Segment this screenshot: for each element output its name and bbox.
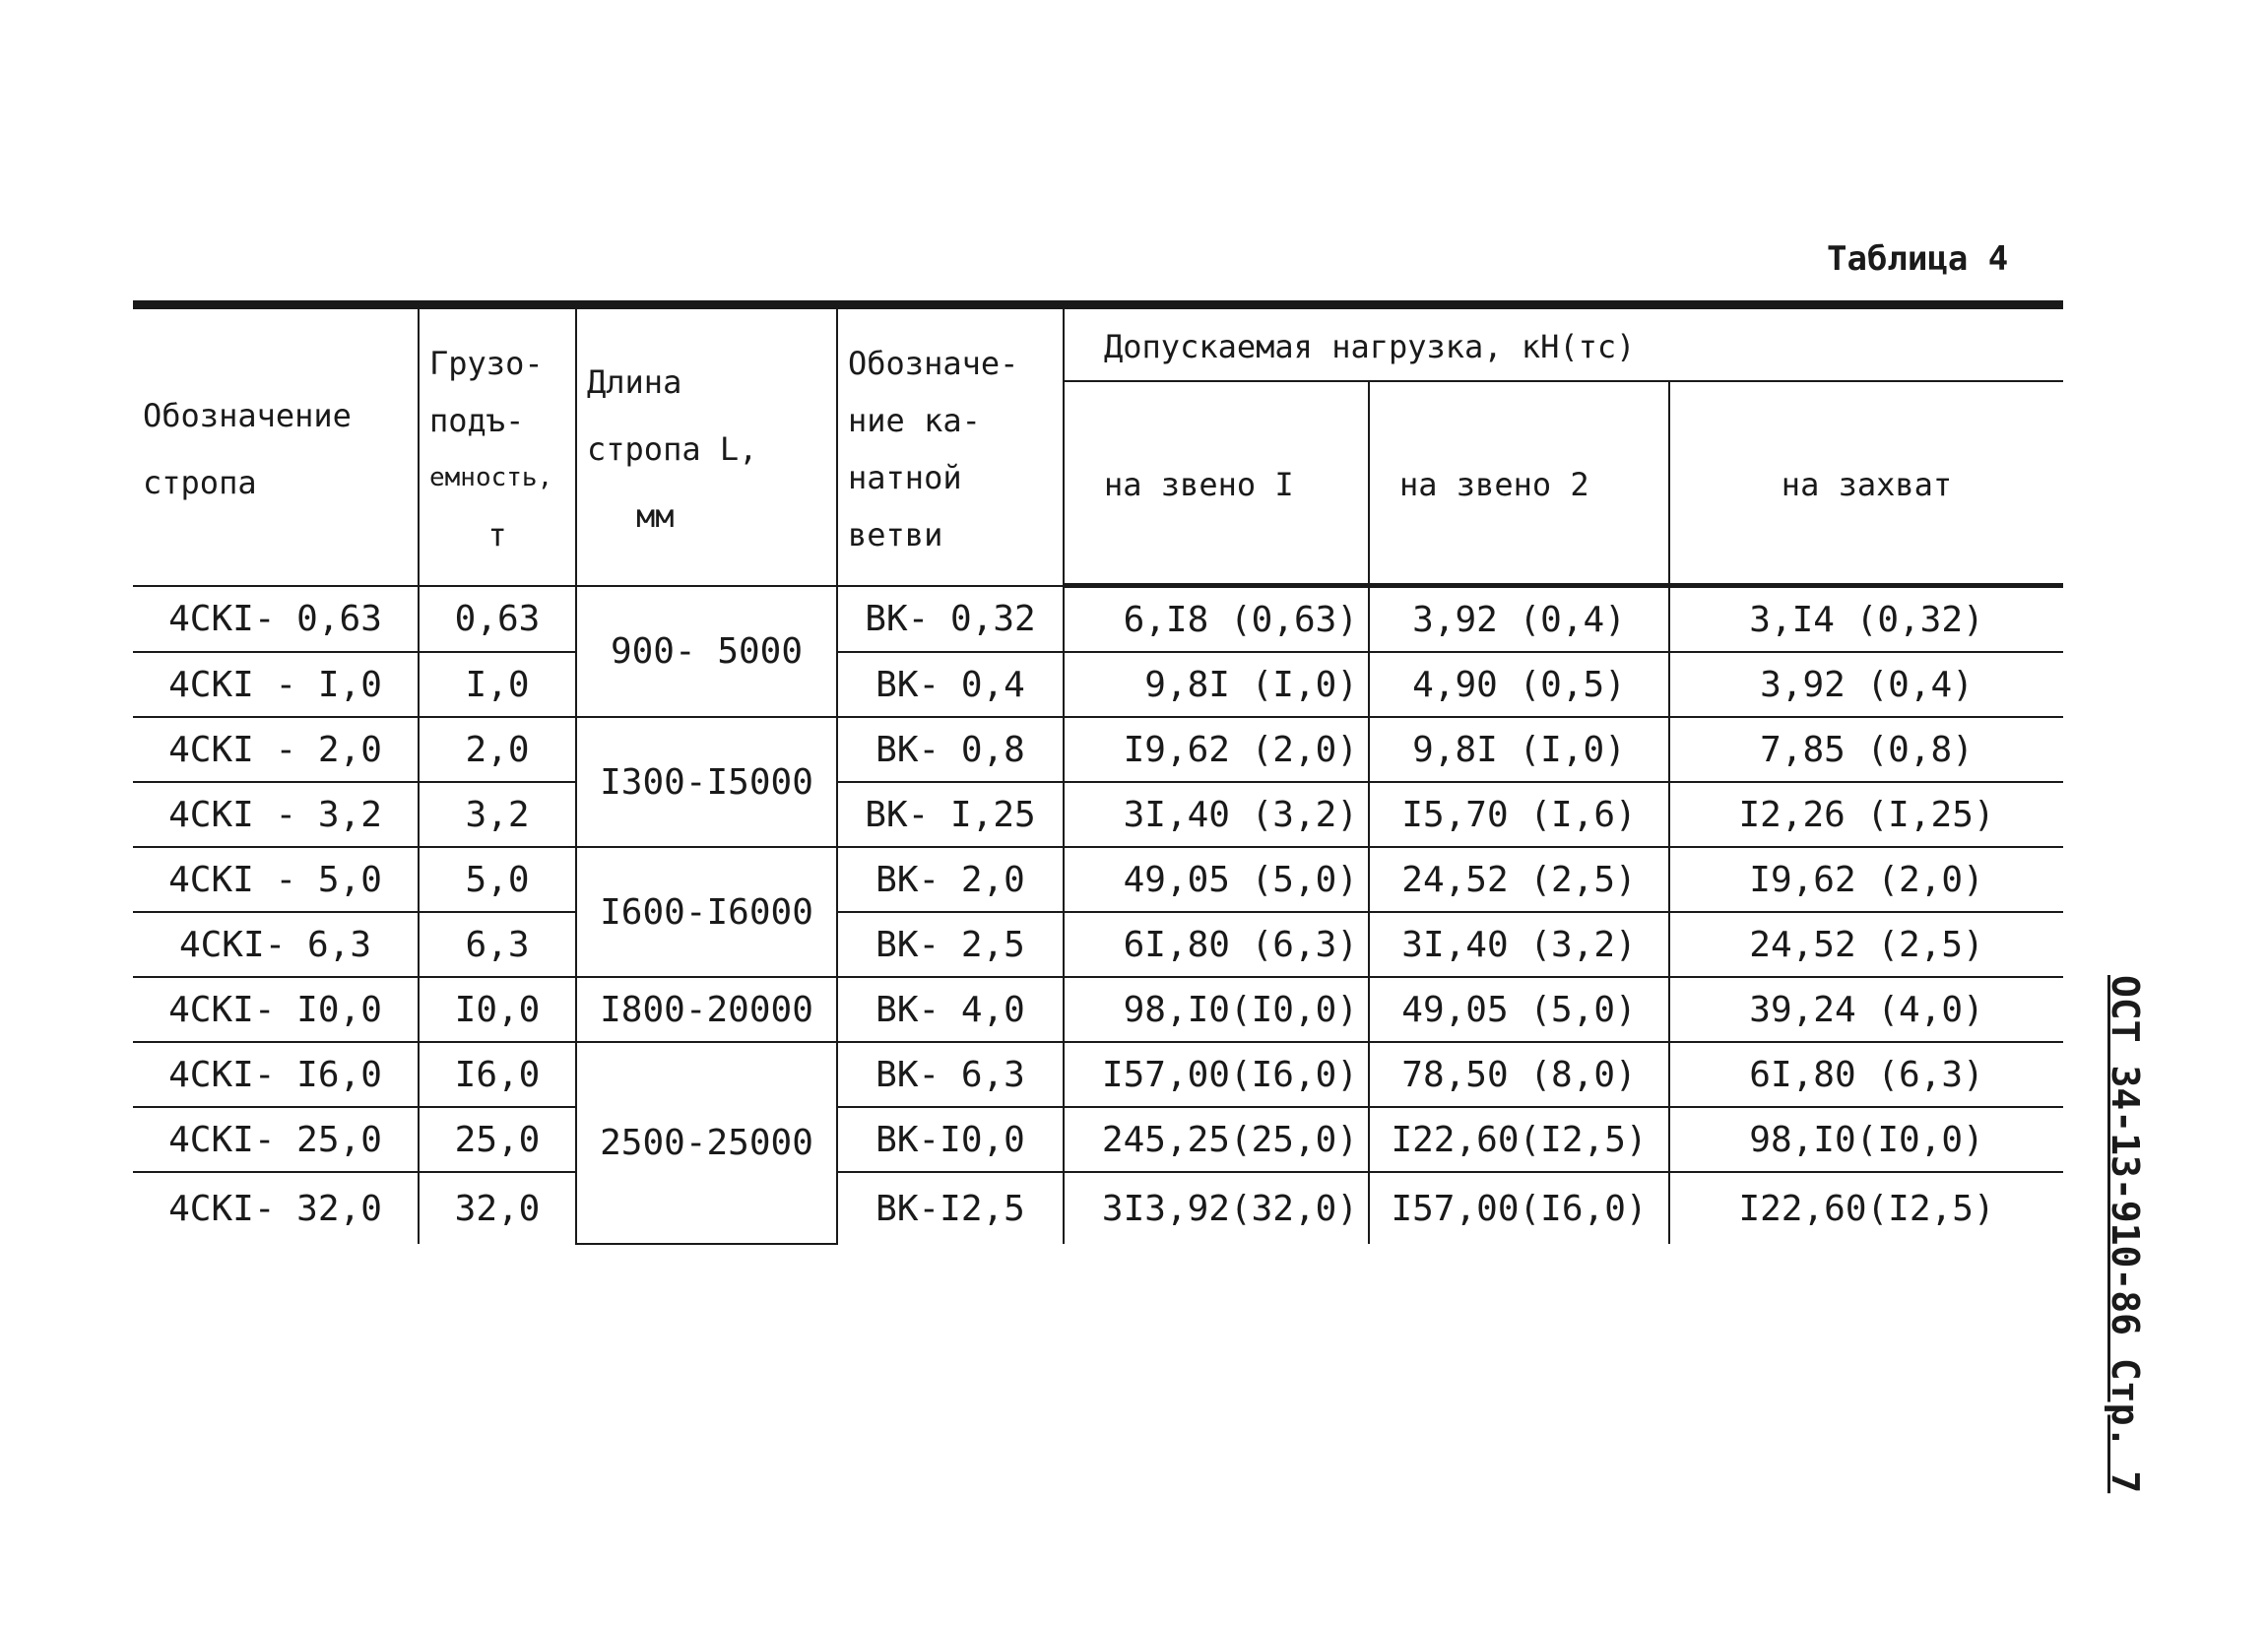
cell-branch: ВК- 4,0 <box>837 977 1064 1042</box>
header-capacity-line: т <box>487 515 507 554</box>
cell-grip: I22,60(I2,5) <box>1669 1172 2063 1244</box>
cell-length: I600-I6000 <box>576 847 837 977</box>
cell-link1: 6,I8 (0,63) <box>1064 586 1369 653</box>
cell-grip: 24,52 (2,5) <box>1669 912 2063 977</box>
cell-link2: I22,60(I2,5) <box>1369 1107 1669 1172</box>
header-designation-line: стропа <box>143 463 257 501</box>
header-length-line: стропа L, <box>587 429 758 468</box>
header-link1: на звено I <box>1064 381 1369 586</box>
cell-link2: 49,05 (5,0) <box>1369 977 1669 1042</box>
cell-link1: 98,I0(I0,0) <box>1064 977 1369 1042</box>
cell-designation: 4СКI - 5,0 <box>133 847 419 912</box>
header-branch-line: ние ка- <box>848 401 981 439</box>
cell-grip: 7,85 (0,8) <box>1669 717 2063 782</box>
table-row <box>133 652 2063 717</box>
header-length <box>576 309 837 586</box>
cell-capacity: 3,2 <box>419 782 576 847</box>
cell-grip: I2,26 (I,25) <box>1669 782 2063 847</box>
table-row <box>133 977 2063 1042</box>
cell-designation: 4СКI - I,0 <box>133 652 419 717</box>
cell-length: I800-20000 <box>576 977 837 1042</box>
cell-link2: I5,70 (I,6) <box>1369 782 1669 847</box>
header-capacity-line: емность, <box>429 462 553 492</box>
header-length-line: мм <box>636 496 675 535</box>
header-capacity-line: подъ- <box>429 401 525 439</box>
table-row <box>133 1172 2063 1244</box>
document-side-label: ОСТ 34-13-910-86 Стр. 7 <box>2104 975 2147 1494</box>
cell-link1: 3I3,92(32,0) <box>1064 1172 1369 1244</box>
cell-link1: 9,8I (I,0) <box>1064 652 1369 717</box>
cell-grip: 39,24 (4,0) <box>1669 977 2063 1042</box>
cell-designation: 4СКI- I0,0 <box>133 977 419 1042</box>
cell-designation: 4СКI- 25,0 <box>133 1107 419 1172</box>
table-row <box>133 847 2063 912</box>
cell-branch: ВК- 2,5 <box>837 912 1064 977</box>
table-caption: Таблица 4 <box>1827 239 2009 279</box>
cell-branch: ВК- 0,32 <box>837 586 1064 653</box>
cell-designation: 4СКI - 2,0 <box>133 717 419 782</box>
cell-capacity: I,0 <box>419 652 576 717</box>
cell-branch: ВК- 6,3 <box>837 1042 1064 1107</box>
cell-designation: 4СКI - 3,2 <box>133 782 419 847</box>
header-capacity <box>419 309 576 586</box>
header-branch-line: натной <box>848 458 962 496</box>
cell-capacity: 0,63 <box>419 586 576 653</box>
cell-capacity: 25,0 <box>419 1107 576 1172</box>
cell-link1: I9,62 (2,0) <box>1064 717 1369 782</box>
cell-branch: ВК- 0,8 <box>837 717 1064 782</box>
cell-capacity: 6,3 <box>419 912 576 977</box>
cell-length: 2500-25000 <box>576 1042 837 1244</box>
table-row <box>133 782 2063 847</box>
cell-branch: ВК-I2,5 <box>837 1172 1064 1244</box>
cell-link2: 78,50 (8,0) <box>1369 1042 1669 1107</box>
cell-length: I300-I5000 <box>576 717 837 847</box>
header-row-1 <box>133 309 2063 381</box>
header-grip: на захват <box>1669 381 2063 586</box>
cell-branch: ВК-I0,0 <box>837 1107 1064 1172</box>
cell-link1: 6I,80 (6,3) <box>1064 912 1369 977</box>
cell-designation: 4СКI- 6,3 <box>133 912 419 977</box>
cell-link1: 245,25(25,0) <box>1064 1107 1369 1172</box>
cell-capacity: I0,0 <box>419 977 576 1042</box>
cell-capacity: I6,0 <box>419 1042 576 1107</box>
cell-link2: 24,52 (2,5) <box>1369 847 1669 912</box>
cell-capacity: 5,0 <box>419 847 576 912</box>
header-designation-line: Обозначение <box>143 396 352 434</box>
cell-grip: I9,62 (2,0) <box>1669 847 2063 912</box>
cell-length: 900- 5000 <box>576 586 837 718</box>
header-capacity-line: Грузо- <box>429 344 544 382</box>
cell-link2: 9,8I (I,0) <box>1369 717 1669 782</box>
header-branch-line: ветви <box>848 515 943 554</box>
table-row <box>133 912 2063 977</box>
cell-link2: 3,92 (0,4) <box>1369 586 1669 653</box>
cell-branch: ВК- 2,0 <box>837 847 1064 912</box>
table-row <box>133 586 2063 653</box>
cell-grip: 98,I0(I0,0) <box>1669 1107 2063 1172</box>
cell-grip: 6I,80 (6,3) <box>1669 1042 2063 1107</box>
table-row <box>133 1042 2063 1107</box>
cell-branch: ВК- 0,4 <box>837 652 1064 717</box>
cell-designation: 4СКI- I6,0 <box>133 1042 419 1107</box>
table-top-rule <box>133 300 2063 309</box>
header-branch <box>837 309 1064 586</box>
load-table-container <box>133 300 2063 1245</box>
cell-capacity: 32,0 <box>419 1172 576 1244</box>
cell-capacity: 2,0 <box>419 717 576 782</box>
header-designation <box>133 309 419 586</box>
cell-grip: 3,I4 (0,32) <box>1669 586 2063 653</box>
cell-designation: 4СКI- 0,63 <box>133 586 419 653</box>
header-branch-line: Обозначе- <box>848 344 1019 382</box>
header-link2: на звено 2 <box>1369 381 1669 586</box>
header-load-group: Допускаемая нагрузка, кН(тс) <box>1064 309 2063 381</box>
cell-link2: I57,00(I6,0) <box>1369 1172 1669 1244</box>
table-row <box>133 717 2063 782</box>
table-row <box>133 1107 2063 1172</box>
cell-link1: 49,05 (5,0) <box>1064 847 1369 912</box>
cell-grip: 3,92 (0,4) <box>1669 652 2063 717</box>
cell-link2: 3I,40 (3,2) <box>1369 912 1669 977</box>
header-length-line: Длина <box>587 362 682 401</box>
cell-link1: I57,00(I6,0) <box>1064 1042 1369 1107</box>
cell-branch: ВК- I,25 <box>837 782 1064 847</box>
cell-link2: 4,90 (0,5) <box>1369 652 1669 717</box>
cell-link1: 3I,40 (3,2) <box>1064 782 1369 847</box>
cell-designation: 4СКI- 32,0 <box>133 1172 419 1244</box>
load-table <box>133 309 2063 1245</box>
